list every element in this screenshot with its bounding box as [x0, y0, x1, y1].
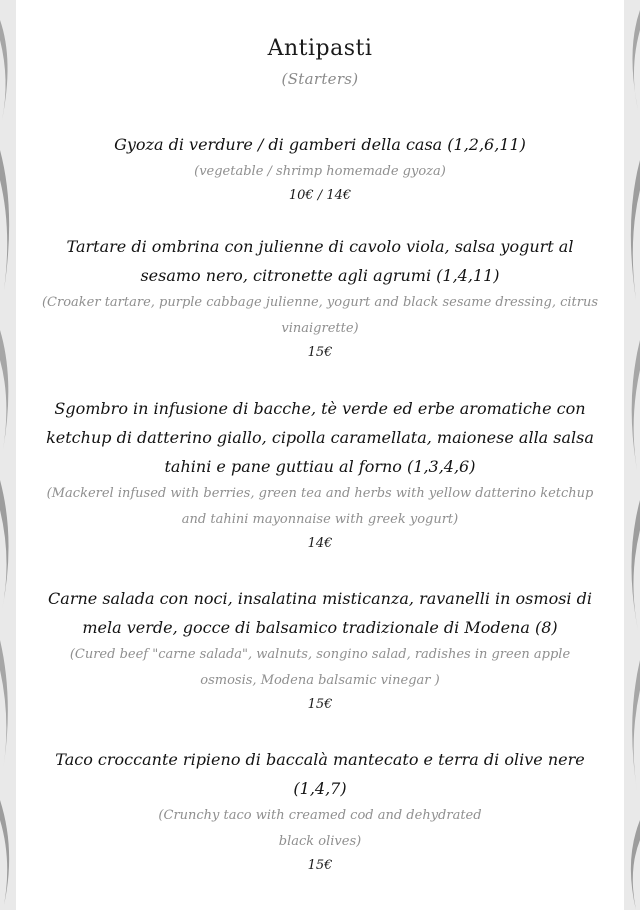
dish-name: Sgombro in infusione di bacche, tè verde ed erbe aromatiche con ketchup di datterino giallo, cipolla caramellata, maionese alla salsa tahini e pane guttiau al forno (1,3,4,6): [46, 399, 594, 476]
dish-name: Taco croccante ripieno di baccalà mantecato e terra di olive nere (1,4,7): [55, 750, 585, 798]
dish-translation: (Croaker tartare, purple cabbage julienne, yogurt and black sesame dressing, citrus vinaigrette): [41, 295, 599, 336]
dish-translation: (Cured beef "carne salada", walnuts, songino salad, radishes in green apple osmosis, Modena balsamic vinegar ): [69, 647, 571, 688]
section-title: Antipasti: [267, 36, 373, 61]
dish-item: [30, 232, 610, 364]
dish-item: [30, 584, 610, 716]
leaf-pattern-icon: [0, 0, 16, 910]
leaf-pattern-icon: [624, 0, 640, 910]
dish-price: 14€: [307, 536, 333, 551]
dish-price: 10€ / 14€: [288, 188, 352, 203]
dish-item: [30, 394, 610, 555]
leaf-decoration-left: [0, 0, 16, 910]
dish-price: 15€: [307, 858, 333, 873]
dish-price: 15€: [307, 345, 333, 360]
dish-item: [30, 130, 610, 207]
section-subtitle: (Starters): [281, 70, 359, 88]
dish-name: Tartare di ombrina con julienne di cavolo viola, salsa yogurt al sesamo nero, citronette agli agrumi (1,4,11): [66, 237, 574, 285]
dish-name: Carne salada con noci, insalatina misticanza, ravanelli in osmosi di mela verde, gocce di balsamico tradizionale di Modena (8): [48, 589, 592, 637]
dish-item: [30, 745, 610, 877]
dish-translation: (Mackerel infused with berries, green tea and herbs with yellow datterino ketchup and tahini mayonnaise with greek yogurt): [46, 486, 594, 527]
dish-translation: (vegetable / shrimp homemade gyoza): [194, 164, 446, 179]
dish-translation: (Crunchy taco with creamed cod and dehydrated black olives): [158, 808, 482, 849]
dish-name: Gyoza di verdure / di gamberi della casa (1,2,6,11): [114, 135, 526, 154]
leaf-decoration-right: [624, 0, 640, 910]
dish-price: 15€: [307, 697, 333, 712]
